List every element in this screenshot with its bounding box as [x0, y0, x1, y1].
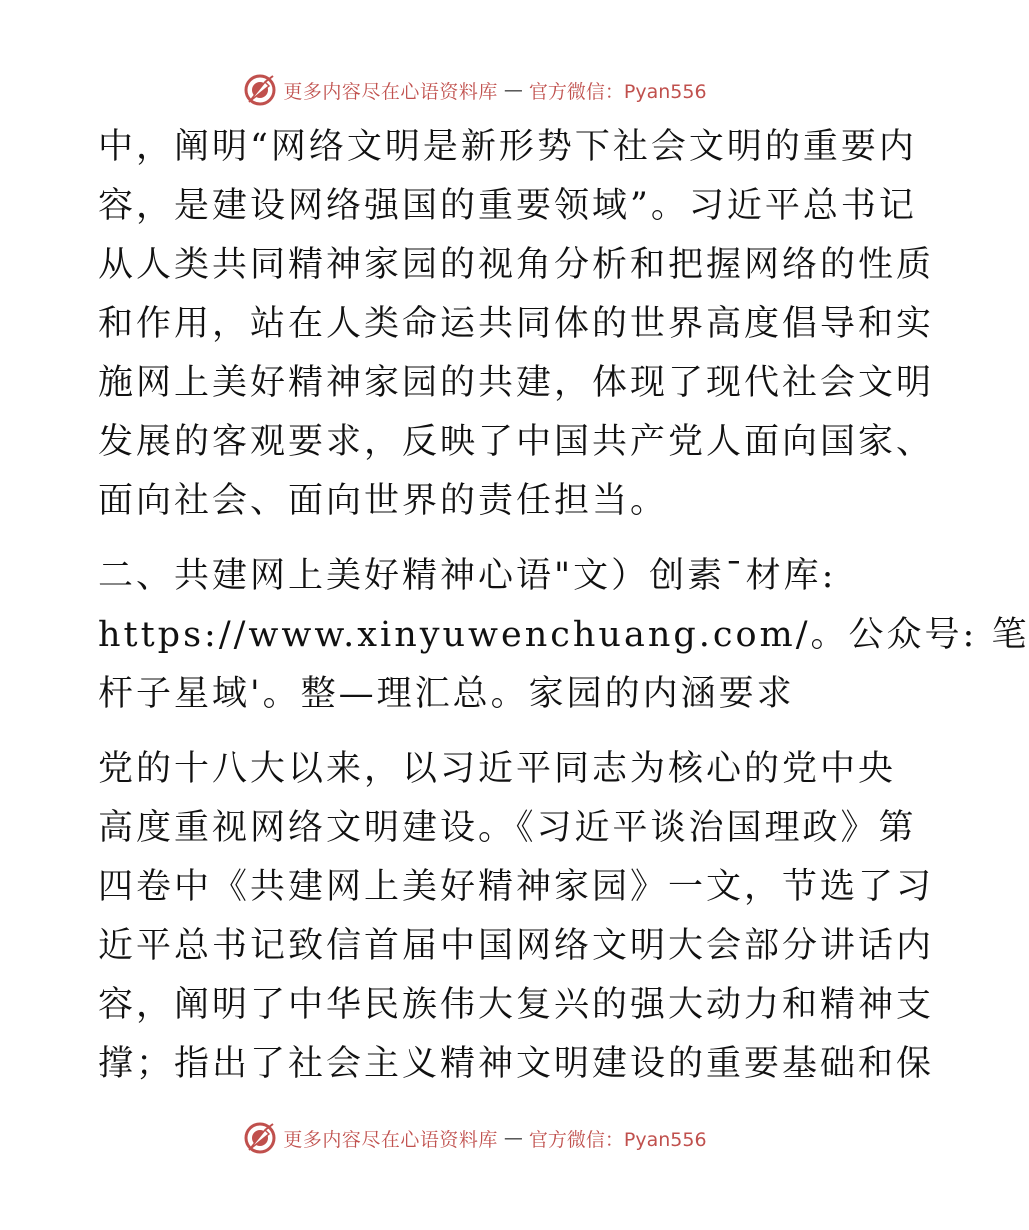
text-line: 党的十八大以来，以习近平同志为核心的党中央: [98, 749, 897, 789]
quill-logo-icon: [243, 1121, 277, 1155]
text-line: 面向社会、面向世界的责任担当。: [98, 481, 669, 521]
banner-title: 更多内容尽在心语资料库: [283, 1128, 498, 1151]
banner-separator: —: [503, 1127, 523, 1149]
header-banner: [0, 70, 950, 110]
text-line: 从人类共同精神家园的视角分析和把握网络的性质: [98, 245, 935, 285]
text-line: 撑；指出了社会主义精神文明建设的重要基础和保: [98, 1044, 935, 1084]
paragraph-2: [98, 547, 1029, 724]
footer-banner: [0, 1118, 950, 1158]
text-line: 二、共建网上美好精神心语"文）创素¯材库:: [98, 556, 837, 596]
banner-separator: —: [503, 79, 523, 101]
paragraph-3: [98, 740, 935, 1094]
text-line: 四卷中《共建网上美好精神家园》一文，节选了习: [98, 867, 935, 907]
text-line: 发展的客观要求，反映了中国共产党人面向国家、: [98, 422, 935, 462]
paragraph-1: [98, 118, 935, 531]
quill-logo-icon: [243, 73, 277, 107]
text-line: https://www.xinyuwenchuang.com/。公众号: 笔: [98, 615, 1029, 655]
text-line: 施网上美好精神家园的共建，体现了现代社会文明: [98, 363, 935, 403]
banner-contact: 官方微信：Pyan556: [528, 80, 707, 103]
text-line: 中，阐明“网络文明是新形势下社会文明的重要内: [98, 127, 917, 167]
banner-contact: 官方微信：Pyan556: [528, 1128, 707, 1151]
text-line: 容，是建设网络强国的重要领域”。习近平总书记: [98, 186, 917, 226]
text-line: 容，阐明了中华民族伟大复兴的强大动力和精神支: [98, 985, 935, 1025]
text-line: 和作用，站在人类命运共同体的世界高度倡导和实: [98, 304, 935, 344]
text-line: 杆子星域'。整—理汇总。家园的内涵要求: [98, 674, 795, 714]
banner-title: 更多内容尽在心语资料库: [283, 80, 498, 103]
text-line: 高度重视网络文明建设。《习近平谈治国理政》第: [98, 808, 917, 848]
text-line: 近平总书记致信首届中国网络文明大会部分讲话内: [98, 926, 935, 966]
document-body: [98, 118, 1029, 1094]
